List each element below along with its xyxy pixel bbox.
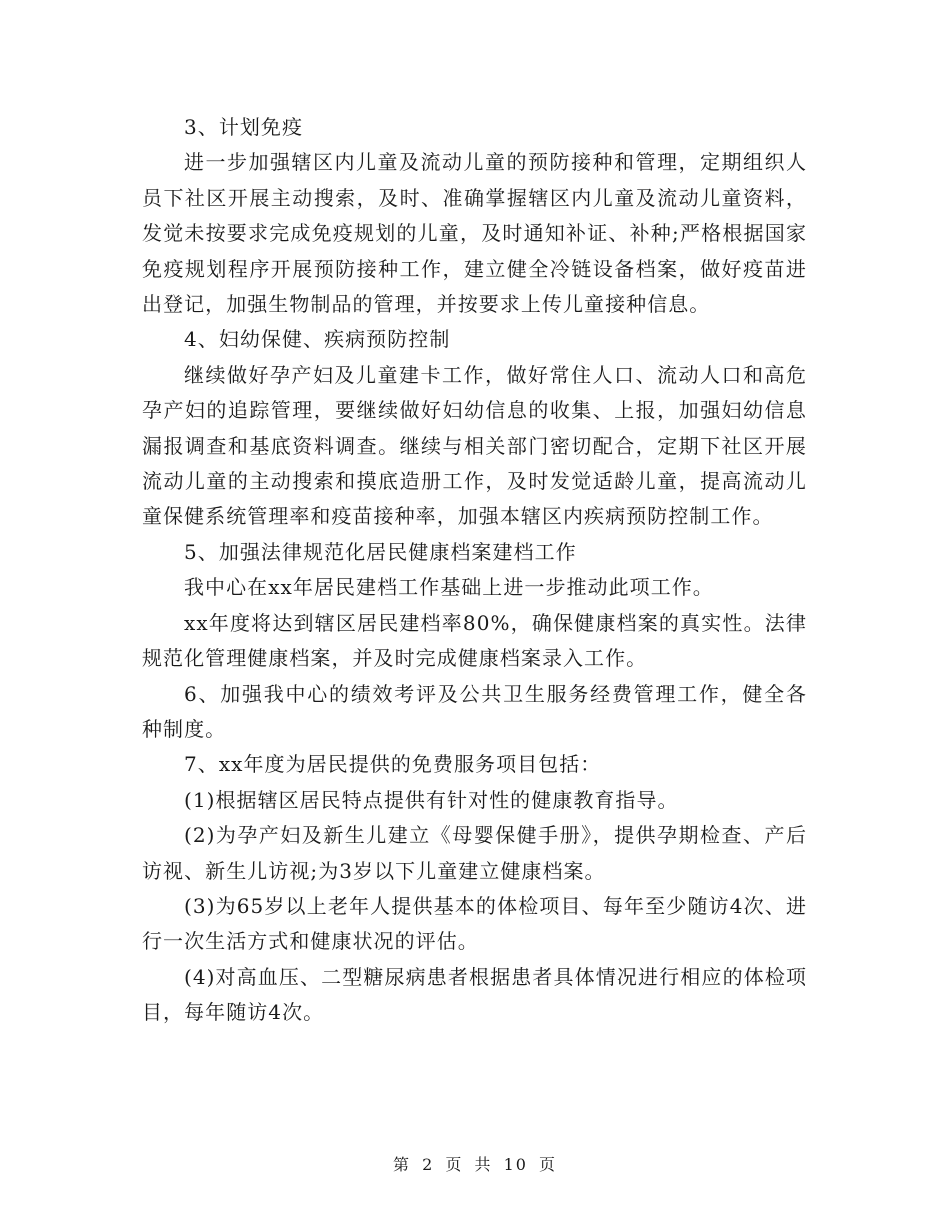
paragraph-immunization-detail: 进一步加强辖区内儿童及流动儿童的预防接种和管理，定期组织人员下社区开展主动搜索，及时、准确掌握辖区内儿童及流动儿童资料，发觉未按要求完成免疫规划的儿童，及时通知补证、补种;严格根据国家免疫规划程序开展预防接种工作，建立健全冷链设备档案，做好疫苗进出登记，加强生物制品的管理，并按要求上传儿童接种信息。: [142, 150, 807, 317]
list-item-elderly-checkup: (3)为65岁以上老年人提供基本的体检项目、每年至少随访4次、进行一次生活方式和健康状况的评估。: [142, 893, 807, 954]
footer-page-label: 页: [445, 1155, 464, 1174]
footer-prefix: 第: [392, 1155, 411, 1174]
heading-planned-immunization: 3、计划免疫: [184, 115, 304, 139]
footer-total-label: 共: [474, 1155, 493, 1174]
paragraph-health-records-2: xx年度将达到辖区居民建档率80%，确保健康档案的真实性。法律规范化管理健康档案，并及时完成健康档案录入工作。: [142, 610, 807, 671]
paragraph-performance-evaluation: 6、加强我中心的绩效考评及公共卫生服务经费管理工作，健全各种制度。: [142, 681, 807, 741]
heading-health-records: 5、加强法律规范化居民健康档案建档工作: [184, 539, 577, 564]
page-footer: [0, 1152, 950, 1175]
document-body: [142, 110, 807, 1031]
footer-total-pages: 10: [503, 1155, 528, 1174]
footer-total-suffix: 页: [539, 1155, 558, 1174]
paragraph-health-records-1: 我中心在xx年居民建档工作基础上进一步推动此项工作。: [184, 575, 714, 600]
heading-free-services: 7、xx年度为居民提供的免费服务项目包括：: [184, 752, 602, 777]
heading-maternal-child-health: 4、妇幼保健、疾病预防控制: [184, 327, 451, 352]
list-item-chronic-disease: (4)对高血压、二型糖尿病患者根据患者具体情况进行相应的体检项目，每年随访4次。: [142, 964, 807, 1025]
paragraph-maternal-child-detail: 继续做好孕产妇及儿童建卡工作，做好常住人口、流动人口和高危孕产妇的追踪管理，要继续做好妇幼信息的收集、上报，加强妇幼信息漏报调查和基底资料调查。继续与相关部门密切配合，定期下社区开展流动儿童的主动搜索和摸底造册工作，及时发觉适龄儿童，提高流动儿童保健系统管理率和疫苗接种率，加强本辖区内疾病预防控制工作。: [142, 362, 807, 529]
list-item-health-education: (1)根据辖区居民特点提供有针对性的健康教育指导。: [184, 787, 679, 812]
list-item-maternal-manual: (2)为孕产妇及新生儿建立《母婴保健手册》，提供孕期检查、产后访视、新生儿访视;为3岁以下儿童建立健康档案。: [142, 823, 807, 883]
footer-page-number: 2: [422, 1155, 435, 1174]
